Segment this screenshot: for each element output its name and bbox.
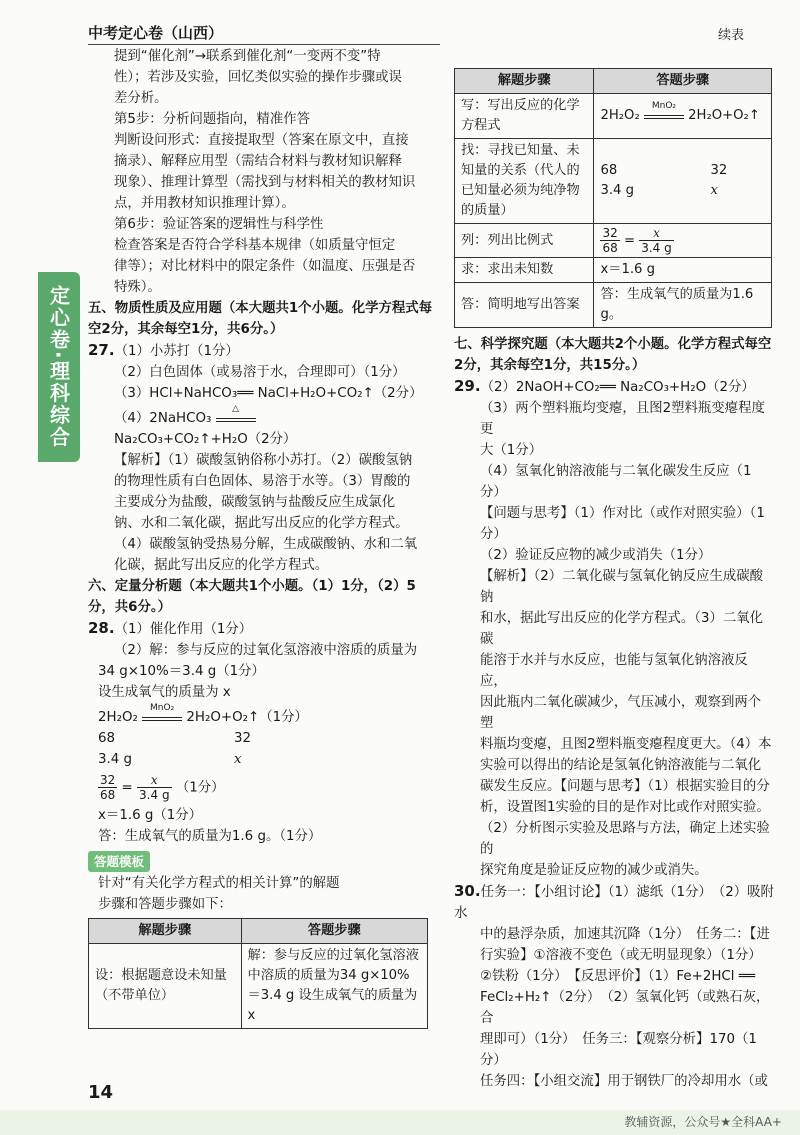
table-cell [594, 224, 772, 258]
intro-line: 特殊）。 [114, 280, 161, 295]
fraction-bottom: 3.4 g [139, 788, 170, 802]
molar-mass-1: 68 [600, 163, 618, 178]
answer-line: 任务四：【小组交流】用于钢铁厂的冷却用水（或 [480, 1074, 768, 1089]
template-badge: 答题模板 [88, 851, 150, 872]
intro-line: 性）；若涉及实验，回忆类似实验的操作步骤或误 [114, 70, 402, 85]
analysis-line: 【解析】（1）碳酸氢钠俗称小苏打。（2）碳酸氢钠 [114, 453, 413, 468]
ratio-fraction-2 [137, 773, 172, 802]
template-intro: 步骤和答题步骤如下： [98, 897, 232, 912]
table-continued-label: 续表 [718, 28, 745, 43]
intro-line: 点，并用教材知识推理计算）。 [114, 196, 295, 211]
analysis-line: 料瓶均变瘪，且图2塑料瓶变瘪程度更大。（4）本 [480, 737, 772, 752]
table-cell: 写：写出反应的化学方程式 [455, 94, 594, 139]
table-cell: 找：寻找已知量、未知量的关系（代人的已知量必须为纯净物的质量） [455, 139, 594, 224]
equation-left: （4）2NaHCO₃ [114, 411, 212, 426]
step-heading: 第5步：分析问题指向，精准作答 [114, 112, 310, 127]
analysis-line: （4）碳酸氢钠受热易分解，生成碳酸钠、水和二氧 [114, 537, 418, 552]
table-header: 答题步骤 [594, 69, 772, 94]
table-cell [594, 94, 772, 139]
answer-line: 分） [480, 485, 507, 500]
answer-line: （3）两个塑料瓶均变瘪，且图2塑料瓶变瘪程度更 [480, 401, 765, 437]
known-value: 3.4 g [600, 183, 635, 198]
table-cell: 设：根据题意设未知量（不带单位） [89, 944, 242, 1029]
analysis-line: 化碳，据此写出反应的化学方程式。 [114, 558, 329, 573]
equation-condition [142, 703, 182, 721]
question-27 [88, 340, 440, 576]
known-value: 3.4 g [98, 752, 133, 767]
value-line [88, 749, 440, 770]
analysis-line: 探究角度是验证反应物的减少或消失。 [480, 863, 708, 878]
answer-line: （1）小苏打（1分） [114, 344, 239, 359]
ratio-fraction-1 [600, 226, 619, 255]
equation-right: 2H₂O+O₂↑ [688, 108, 760, 123]
equals: = [623, 233, 636, 249]
answer-line: 任务一：【小组讨论】（1）滤纸（1分） （2）吸附水 [454, 885, 774, 921]
table-cell: 列：列出比例式 [455, 224, 594, 258]
section-heading-7: 七、科学探究题（本大题共2个小题。化学方程式每空2分，其余每空1分，共15分。） [454, 337, 772, 373]
question-number: 28. [88, 619, 115, 637]
footer-watermark: 教辅资源，公众号★全科AA+ [624, 1115, 782, 1129]
catalyst-label: MnO₂ [150, 703, 175, 713]
analysis-line: 的物理性质有白色固体、易溶于水等。（3）胃酸的 [114, 474, 411, 489]
equals: = [121, 780, 133, 796]
intro-line: 现象）、推理计算型（需找到与材料相关的教材知识 [114, 175, 416, 190]
analysis-line: （2）分析图示实验及思路与方法，确定上述实验的 [480, 821, 770, 857]
score: （1分） [175, 780, 225, 796]
ratio-fraction-2 [639, 226, 674, 255]
condition-label: △ [232, 404, 240, 414]
answer-line: （2）验证反应物的减少或消失（1分） [480, 548, 712, 563]
fraction-bottom: 68 [100, 788, 116, 802]
analysis-line: 因此瓶内二氧化碳减少，气压减小，观察到两个塑 [480, 695, 762, 731]
intro-line: 律等）；对比材料中的限定条件（如温度、压强是否 [114, 259, 416, 274]
unknown-value: x [710, 183, 718, 198]
table-cell: 解：参与反应的过氧化氢溶液中溶质的质量为34 g×10%＝3.4 g 设生成氧气的质量为 x [241, 944, 427, 1029]
answer-line: 【问题与思考】（1）作对比（或作对照实验）（1 [480, 506, 765, 521]
answer-line: 中的悬浮杂质，加速其沉降（1分） 任务二：【进 [480, 927, 770, 942]
answer-line: （2）白色固体（或易溶于水，合理即可）（1分） [114, 365, 406, 380]
answer-line: 34 g×10%＝3.4 g（1分） [98, 664, 265, 679]
answer-line: 大（1分） [480, 443, 543, 458]
answer-line: （3）HCl+NaHCO₃══ NaCl+H₂O+CO₂↑（2分） [114, 386, 423, 401]
answer-line: ②铁粉（1分） 【反思评价】（1）Fe+2HCl ══ [480, 969, 755, 984]
answer-line: （2）2NaOH+CO₂══ Na₂CO₃+H₂O（2分） [480, 380, 755, 395]
table-header: 答题步骤 [241, 919, 427, 944]
analysis-line: 主要成分为盐酸，碳酸氢钠与盐酸反应生成氯化 [114, 495, 396, 510]
equation-condition [216, 404, 256, 422]
molar-mass-2: 32 [710, 163, 728, 178]
ratio-fraction-1 [98, 773, 117, 802]
page-number: 14 [88, 1082, 114, 1103]
side-tab: 定心卷·理科综合 [38, 272, 80, 462]
question-number: 27. [88, 341, 115, 359]
table-cell [594, 139, 772, 224]
analysis-line: 析，设置图1实验的目的是作对比或作对照实验。 [480, 800, 770, 815]
section-heading-5: 五、物质性质及应用题（本大题共1个小题。化学方程式每空2分，其余每空1分，共6分。） [88, 301, 433, 337]
intro-line: 判断设问形式：直接提取型（答案在原文中，直接 [114, 133, 409, 148]
steps-table-part2 [454, 68, 772, 328]
answer-line: （2）解：参与反应的过氧化氢溶液中溶质的质量为 [114, 643, 418, 658]
table-cell: 答：生成氧气的质量为1.6 g。 [594, 283, 772, 328]
section-heading-6: 六、定量分析题（本大题共1个小题。（1）1分，（2）5分，共6分。） [88, 579, 416, 615]
fraction-top: x [639, 226, 674, 241]
equation-condition [644, 101, 684, 119]
table-cell: 求：求出未知数 [455, 258, 594, 283]
equation-line [88, 703, 440, 728]
answer-line: FeCl₂+H₂↑（2分） （2）氢氧化钙（或熟石灰，合 [480, 990, 770, 1026]
equation-right: Na₂CO₃+CO₂↑+H₂O（2分） [114, 432, 297, 447]
answer-line: 答：生成氧气的质量为1.6 g。（1分） [98, 829, 322, 844]
equation-right: 2H₂O+O₂↑（1分） [186, 710, 308, 725]
unknown-value: x [234, 752, 242, 767]
table-cell: x＝1.6 g [594, 258, 772, 283]
analysis-line: 钠、水和二氧化碳，据此写出反应的化学方程式。 [114, 516, 409, 531]
equation-left: 2H₂O₂ [600, 108, 640, 123]
right-column [454, 46, 774, 1092]
equation-line [88, 404, 440, 450]
analysis-line: 和水，据此写出反应的化学方程式。（3）二氧化碳 [480, 611, 764, 647]
fraction-bottom: 3.4 g [641, 241, 672, 255]
intro-line: 差分析。 [114, 91, 168, 106]
steps-table-part1 [88, 918, 428, 1029]
equation-left: 2H₂O₂ [98, 710, 138, 725]
answer-line: （1）催化作用（1分） [114, 622, 253, 637]
answer-line: 理即可）（1分） 任务三：【观察分析】170（1分） [480, 1032, 757, 1068]
question-29 [454, 376, 774, 881]
intro-block [88, 46, 440, 298]
intro-line: 摘录）、解释应用型（需结合材料与教材知识解释 [114, 154, 402, 169]
fraction-top: x [137, 773, 172, 788]
fraction-top: 32 [100, 773, 116, 787]
molar-mass-1: 68 [98, 731, 116, 746]
table-cell: 答：简明地写出答案 [455, 283, 594, 328]
header-rule [88, 44, 440, 45]
page-header: 中考定心卷（山西） [88, 24, 224, 42]
fraction-top: 32 [602, 226, 618, 240]
question-28 [88, 618, 440, 847]
table-header: 解题步骤 [455, 69, 594, 94]
question-30 [454, 881, 774, 1092]
answer-line: （4）氢氧化钠溶液能与二氧化碳发生反应（1 [480, 464, 752, 479]
fraction-bottom: 68 [602, 241, 618, 255]
analysis-line: 碳发生反应。【问题与思考】（1）根据实验目的分 [480, 779, 770, 794]
answer-line: 设生成氧气的质量为 x [98, 685, 231, 700]
answer-line: 分） [480, 527, 507, 542]
intro-line: 提到“催化剂”→联系到催化剂“一变两不变”特 [114, 49, 381, 64]
left-column [88, 46, 440, 1029]
result-line: x＝1.6 g（1分） [98, 808, 203, 823]
template-intro: 针对“有关化学方程式的相关计算”的解题 [98, 876, 340, 891]
step-heading: 第6步：验证答案的逻辑性与科学性 [114, 217, 324, 232]
analysis-line: 实验可以得出的结论是氢氧化钠溶液能与二氧化 [480, 758, 762, 773]
ratio-line [88, 773, 440, 802]
answer-line: 行实验】①溶液不变色（或无明显现象）（1分） [480, 948, 762, 963]
question-number: 30. [454, 882, 481, 900]
mass-line [88, 728, 440, 749]
question-number: 29. [454, 377, 481, 395]
intro-line: 检查答案是否符合学科基本规律（如质量守恒定 [114, 238, 396, 253]
catalyst-label: MnO₂ [651, 101, 677, 111]
table-header: 解题步骤 [89, 919, 242, 944]
analysis-line: 【解析】（2）二氧化碳与氢氧化钠反应生成碳酸钠 [480, 569, 764, 605]
analysis-line: 能溶于水并与水反应，也能与氢氧化钠溶液反应， [480, 653, 748, 689]
molar-mass-2: 32 [234, 731, 252, 746]
